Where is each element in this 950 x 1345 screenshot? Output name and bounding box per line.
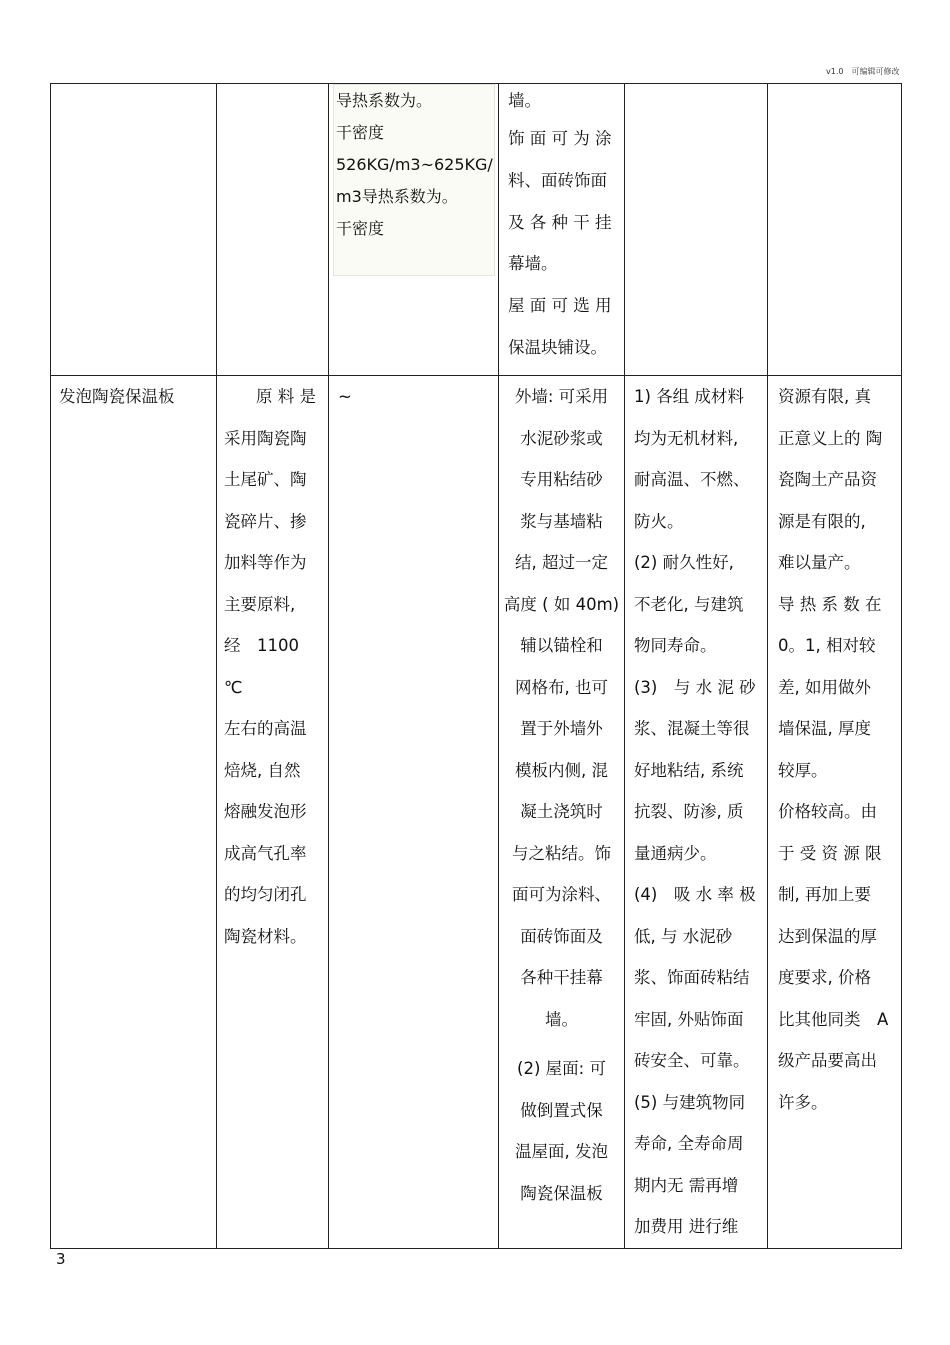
application-line: 温屋面, 发泡 <box>515 1142 608 1161</box>
advantage-line: (4) 吸 水 率 极 <box>634 885 756 904</box>
material-line: 采用陶瓷陶 <box>224 428 307 448</box>
disadvantage-line: 较厚。 <box>778 760 828 780</box>
advantage-line: 浆、混凝土等很 <box>634 719 750 738</box>
advantage-line: 低, 与 水泥砂 <box>634 926 733 946</box>
disadvantage-line: 差, 如用做外 <box>778 677 871 697</box>
disadvantage-line: 达到保温的厚 <box>778 926 877 946</box>
application-line: 陶瓷保温板 <box>520 1183 603 1203</box>
params-line: 导热系数为。 <box>336 91 433 110</box>
application-line: 模板内侧, 混 <box>515 760 608 780</box>
material-line: 加料等作为 <box>224 553 307 572</box>
application-line: 外墙: 可采用 <box>514 387 609 406</box>
advantage-line: 好地粘结, 系统 <box>634 760 744 780</box>
page-number: 3 <box>56 1250 66 1268</box>
material-line: 土尾矿、陶 <box>224 470 307 489</box>
application-line: 凝土浇筑时 <box>520 802 603 821</box>
params-value: ~ <box>338 387 352 406</box>
material-line: 成高气孔率 <box>224 843 307 863</box>
disadvantage-line: 正意义上的 陶 <box>778 428 883 448</box>
application-line: 辅以锚栓和 <box>520 636 603 655</box>
params-line: 干密度 <box>336 219 385 238</box>
material-line: 焙烧, 自然 <box>224 760 301 780</box>
material-line: 左右的高温 <box>224 719 307 738</box>
application-line: 专用粘结砂 <box>520 470 603 489</box>
advantage-line: 加费用 进行维 <box>634 1217 739 1236</box>
advantage-line: 期内无 需再增 <box>634 1175 739 1195</box>
cell-application <box>499 376 625 1249</box>
advantage-line: 寿命, 全寿命周 <box>634 1134 744 1153</box>
material-line: 经 1100 ℃ <box>224 636 299 697</box>
disadvantage-line: 导 热 系 数 在 <box>778 594 882 614</box>
application-line: 与之粘结。饰 <box>512 843 611 863</box>
disadvantage-line: 难以量产。 <box>778 553 861 572</box>
application-line: 墙。 <box>508 91 541 110</box>
application-line: 墙。 <box>545 1009 578 1029</box>
advantage-line: 牢固, 外贴饰面 <box>634 1009 744 1029</box>
cell-disadvantages <box>768 376 902 1249</box>
disadvantage-line: 墙保温, 厚度 <box>778 719 871 738</box>
cell-params <box>329 84 499 376</box>
application-line: 各种干挂幕 <box>520 968 603 987</box>
disadvantage-line: 0。1, 相对较 <box>778 636 876 655</box>
table-row <box>51 84 902 376</box>
material-line: 主要原料, <box>224 594 296 614</box>
material-line: 熔融发泡形 <box>224 802 307 821</box>
application-line: 浆与基墙粘 <box>520 511 603 531</box>
disadvantage-line: 许多。 <box>778 1092 828 1112</box>
cell-material <box>217 376 329 1249</box>
application-line: 高度 ( 如 40m) <box>503 594 620 614</box>
application-line: 水泥砂浆或 <box>520 428 603 448</box>
cell-advantages <box>625 84 768 376</box>
advantage-line: (2) 耐久性好, <box>634 553 734 572</box>
disadvantage-line: 源是有限的, <box>778 511 866 531</box>
advantage-line: 防火。 <box>634 511 684 531</box>
application-line: 做倒置式保 <box>520 1100 603 1120</box>
application-line: 结, 超过一定 <box>515 553 608 572</box>
material-line: 瓷碎片、掺 <box>224 511 307 531</box>
application-line: 及 各 种 干 挂 <box>508 212 612 232</box>
advantage-line: (3) 与 水 泥 砂 <box>634 677 756 697</box>
cell-advantages <box>625 376 768 1249</box>
params-line: 干密度 <box>336 123 385 142</box>
cell-name <box>51 376 217 1249</box>
cell-material <box>217 84 329 376</box>
application-line: (2) 屋面: 可 <box>517 1059 606 1078</box>
advantage-line: 不老化, 与建筑 <box>634 594 744 614</box>
advantage-line: 抗裂、防渗, 质 <box>634 802 744 821</box>
advantage-line: 耐高温、不燃、 <box>634 470 750 489</box>
disadvantage-line: 瓷陶土产品资 <box>778 470 877 489</box>
materials-table <box>50 83 902 1249</box>
cell-application <box>499 84 625 376</box>
advantage-line: 物同寿命。 <box>634 636 717 655</box>
advantage-line: 1) 各组 成材料 <box>634 387 744 406</box>
material-line: 的均匀闭孔 <box>224 885 307 904</box>
advantage-line: 均为无机材料, <box>634 428 739 448</box>
cell-disadvantages <box>768 84 902 376</box>
disadvantage-line: 制, 再加上要 <box>778 885 871 904</box>
advantage-line: (5) 与建筑物同 <box>634 1092 746 1112</box>
application-line: 料、面砖饰面 <box>508 170 607 190</box>
advantage-line: 量通病少。 <box>634 843 717 863</box>
disadvantage-line: 比其他同类 A <box>778 1009 889 1029</box>
application-line: 网格布, 也可 <box>515 677 608 697</box>
advantage-line: 浆、饰面砖粘结 <box>634 968 750 987</box>
application-line: 面可为涂料、 <box>512 885 611 904</box>
params-text-box <box>333 84 495 276</box>
disadvantage-line: 于 受 资 源 限 <box>778 843 882 863</box>
application-line: 置于外墙外 <box>520 719 603 738</box>
cell-name <box>51 84 217 376</box>
application-line: 幕墙。 <box>508 254 558 274</box>
params-line: m3导热系数为。 <box>336 187 458 206</box>
advantage-line: 砖安全、可靠。 <box>634 1051 750 1070</box>
material-line: 陶瓷材料。 <box>224 926 307 946</box>
disadvantage-line: 级产品要高出 <box>778 1051 877 1070</box>
application-line: 屋 面 可 选 用 <box>508 296 612 316</box>
application-line: 保温块铺设。 <box>508 337 607 357</box>
cell-params <box>329 376 499 1249</box>
version-note: v1.0 可编辑可修改 <box>826 67 900 76</box>
disadvantage-line: 价格较高。由 <box>778 802 877 821</box>
disadvantage-line: 资源有限, 真 <box>778 387 871 406</box>
application-line: 饰 面 可 为 涂 <box>508 129 612 148</box>
application-line: 面砖饰面及 <box>520 926 603 946</box>
material-name: 发泡陶瓷保温板 <box>59 387 175 406</box>
disadvantage-line: 度要求, 价格 <box>778 968 871 987</box>
material-line: 原 料 是 <box>256 387 316 406</box>
table-row <box>51 376 902 1249</box>
params-line: 526KG/m3~625KG/ <box>336 155 493 174</box>
